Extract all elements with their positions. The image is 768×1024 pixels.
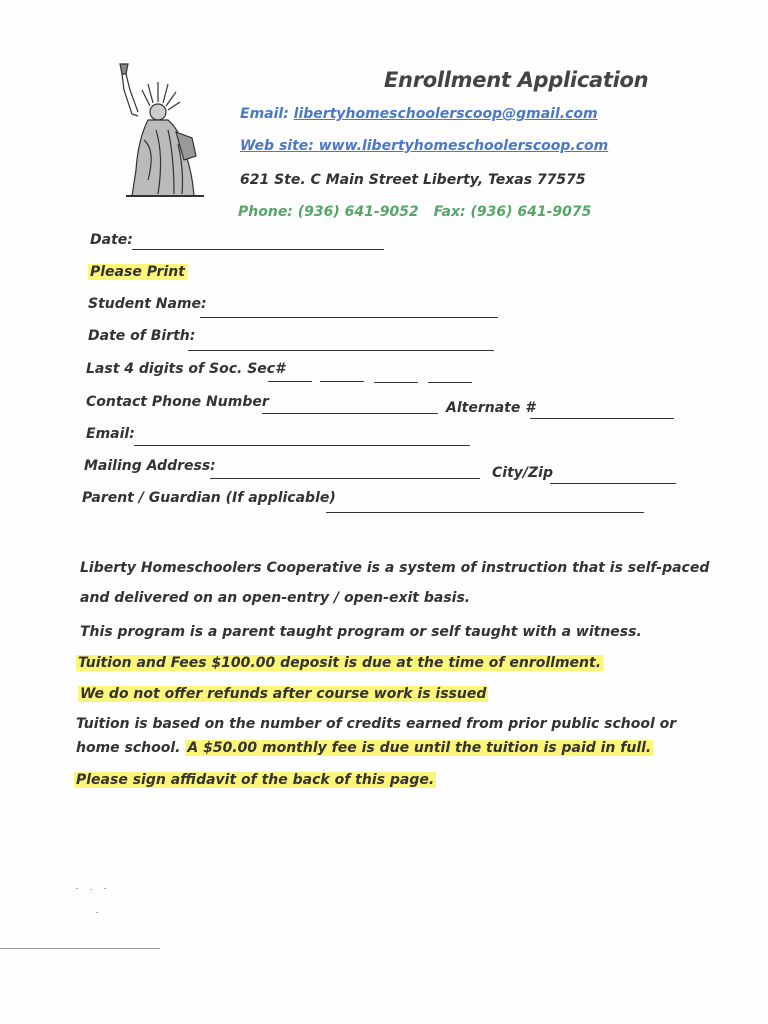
parent-guardian-field[interactable] bbox=[326, 512, 644, 513]
info-line-2: and delivered on an open-entry / open-exit basis. bbox=[80, 590, 471, 606]
statue-of-liberty-icon bbox=[108, 60, 212, 198]
dob-field[interactable] bbox=[188, 350, 494, 351]
phone-label: Phone: bbox=[238, 204, 293, 220]
email-field[interactable] bbox=[134, 445, 470, 446]
date-label: Date: bbox=[90, 232, 133, 248]
student-name-label: Student Name: bbox=[88, 296, 207, 312]
fax-value: (936) 641-9075 bbox=[470, 204, 592, 220]
alternate-phone-field[interactable] bbox=[530, 418, 674, 419]
website-link[interactable]: www.libertyhomeschoolerscoop.com bbox=[318, 138, 609, 154]
contact-phone-label: Contact Phone Number bbox=[86, 394, 269, 410]
monthly-fee-note: A $50.00 monthly fee is due until the tuition is paid in full. bbox=[187, 740, 652, 756]
info-line-7-start: home school. bbox=[76, 740, 181, 756]
alternate-phone-label: Alternate # bbox=[446, 400, 535, 416]
mailing-address-field[interactable] bbox=[210, 478, 480, 479]
email-contact bbox=[240, 106, 598, 122]
phone-value: (936) 641-9052 bbox=[297, 204, 419, 220]
ssn-digit-2[interactable] bbox=[320, 381, 364, 382]
info-line-1: Liberty Homeschoolers Cooperative is a system of instruction that is self-paced bbox=[80, 560, 710, 576]
parent-guardian-label: Parent / Guardian (If applicable) bbox=[82, 490, 336, 506]
page-edge-line bbox=[0, 948, 160, 949]
scan-speck bbox=[96, 912, 98, 913]
scan-speck bbox=[90, 889, 92, 890]
tuition-fees-note: Tuition and Fees $100.00 deposit is due at the time of enrollment. bbox=[78, 655, 602, 671]
fax-label: Fax: bbox=[433, 204, 466, 220]
email-field-label: Email: bbox=[86, 426, 135, 442]
city-zip-field[interactable] bbox=[550, 483, 676, 484]
dob-label: Date of Birth: bbox=[88, 328, 196, 344]
email-label: Email: bbox=[240, 106, 289, 122]
student-name-field[interactable] bbox=[200, 317, 498, 318]
phone-fax-row bbox=[238, 204, 591, 220]
city-zip-label: City/Zip bbox=[492, 465, 553, 481]
info-line-7 bbox=[76, 740, 653, 756]
scan-speck bbox=[76, 888, 78, 889]
page-title: Enrollment Application bbox=[384, 68, 649, 92]
ssn-label: Last 4 digits of Soc. Sec# bbox=[86, 361, 285, 377]
mailing-address-label: Mailing Address: bbox=[84, 458, 216, 474]
info-line-6: Tuition is based on the number of credits earned from prior public school or bbox=[76, 716, 677, 732]
info-line-3: This program is a parent taught program or self taught with a witness. bbox=[80, 624, 642, 640]
refund-policy-note: We do not offer refunds after course work is issued bbox=[80, 686, 487, 702]
website-label: Web site: bbox=[240, 138, 314, 154]
ssn-digit-4[interactable] bbox=[428, 382, 472, 383]
website-contact bbox=[240, 138, 608, 154]
ssn-digit-3[interactable] bbox=[374, 382, 418, 383]
date-field[interactable] bbox=[132, 249, 384, 250]
street-address: 621 Ste. C Main Street Liberty, Texas 77575 bbox=[240, 172, 586, 188]
please-print-note: Please Print bbox=[90, 264, 185, 280]
contact-phone-field[interactable] bbox=[262, 413, 438, 414]
scan-speck bbox=[104, 888, 106, 889]
email-link[interactable]: libertyhomeschoolerscoop@gmail.com bbox=[293, 106, 598, 122]
affidavit-note: Please sign affidavit of the back of this page. bbox=[76, 772, 435, 788]
ssn-digit-1[interactable] bbox=[268, 381, 312, 382]
